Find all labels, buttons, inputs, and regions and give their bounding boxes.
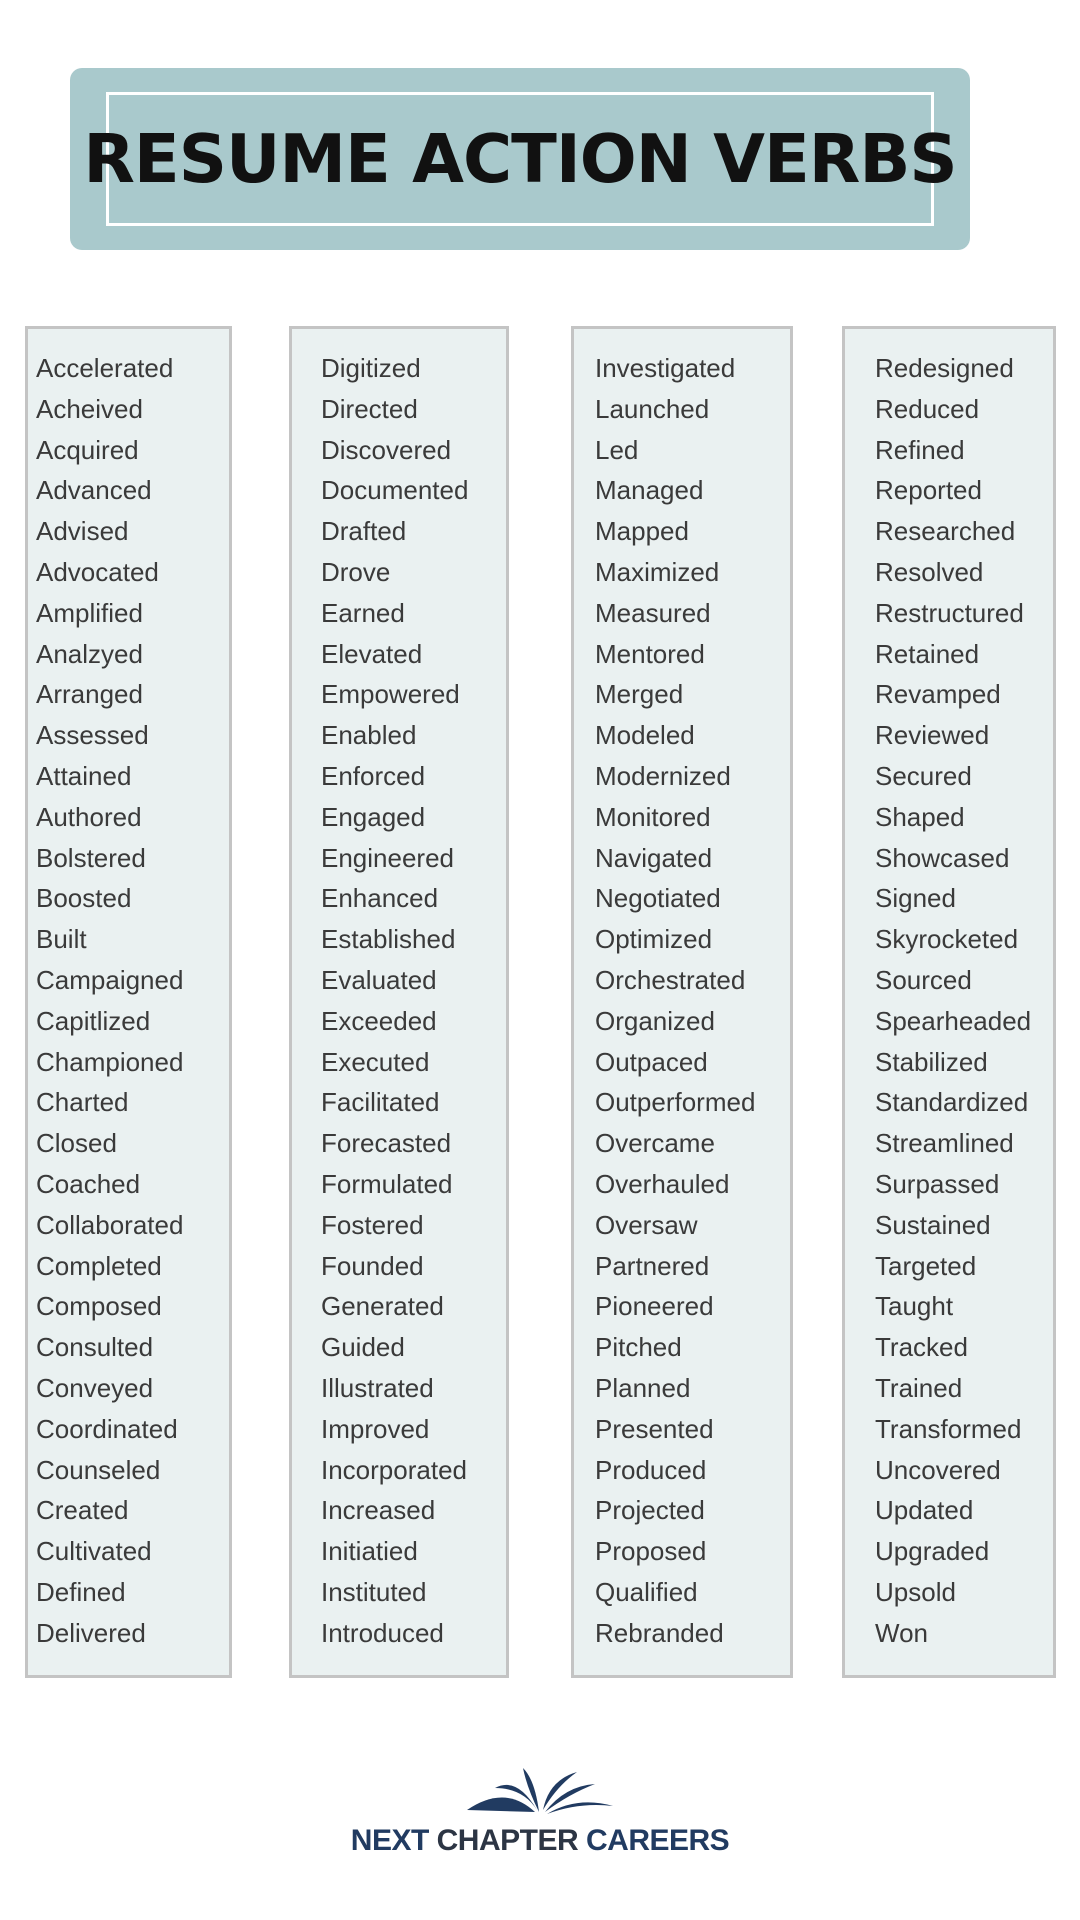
verb-item: Produced xyxy=(595,1454,707,1485)
verb-item: Uncovered xyxy=(875,1454,1001,1485)
verb-item: Measured xyxy=(595,597,711,628)
verb-item: Pioneered xyxy=(595,1291,714,1322)
verb-item: Signed xyxy=(875,883,956,914)
verb-item: Investigated xyxy=(595,353,736,383)
verb-item: Led xyxy=(595,434,639,465)
verb-item: Exceeded xyxy=(321,1005,437,1036)
verb-item: Arranged xyxy=(36,679,143,710)
verb-item: Executed xyxy=(321,1046,430,1077)
verb-item: Taught xyxy=(875,1291,954,1322)
verb-item: Enabled xyxy=(321,720,417,751)
verb-item: Cultivated xyxy=(36,1536,152,1567)
verb-item: Trained xyxy=(875,1372,963,1403)
verb-item: Formulated xyxy=(321,1168,453,1199)
verb-item: Modeled xyxy=(595,720,695,751)
verb-item: Managed xyxy=(595,475,704,506)
verb-item: Advanced xyxy=(36,475,152,506)
verb-item: Empowered xyxy=(321,679,460,710)
verb-item: Earned xyxy=(321,597,405,628)
verb-item: Generated xyxy=(321,1291,444,1322)
verb-item: Launched xyxy=(595,393,710,424)
verb-item: Closed xyxy=(36,1128,117,1159)
verb-item: Sourced xyxy=(875,964,972,995)
verb-item: Overcame xyxy=(595,1128,715,1159)
verb-item: Merged xyxy=(595,679,684,710)
verb-item: Reported xyxy=(875,475,982,506)
verb-item: Defined xyxy=(36,1576,126,1607)
verb-item: Built xyxy=(36,924,87,955)
brand-name xyxy=(351,1824,729,1858)
verb-item: Acheived xyxy=(36,393,143,424)
verb-item: Qualified xyxy=(595,1576,698,1607)
verb-item: Drove xyxy=(321,556,391,587)
verb-item: Surpassed xyxy=(875,1168,1000,1199)
verb-item: Proposed xyxy=(595,1536,707,1567)
verb-item: Modernized xyxy=(595,760,731,791)
verb-item: Directed xyxy=(321,393,418,424)
verb-item: Optimized xyxy=(595,924,713,955)
verb-item: Boosted xyxy=(36,883,132,914)
verb-column-1 xyxy=(25,326,232,1678)
verb-column-4 xyxy=(842,326,1056,1678)
verb-item: Transformed xyxy=(875,1413,1022,1444)
brand-logo xyxy=(0,1762,1080,1858)
verb-item: Fostered xyxy=(321,1209,424,1240)
verb-item: Capitlized xyxy=(36,1005,151,1036)
verb-item: Drafted xyxy=(321,516,407,547)
verb-item: Acquired xyxy=(36,434,139,465)
verb-item: Assessed xyxy=(36,720,149,751)
open-book-icon xyxy=(465,1762,615,1818)
verb-item: Consulted xyxy=(36,1332,154,1363)
verb-item: Advocated xyxy=(36,556,159,587)
verb-item: Updated xyxy=(875,1495,974,1526)
brand-word-careers: CAREERS xyxy=(586,1824,730,1857)
verb-item: Created xyxy=(36,1495,129,1526)
verb-item: Facilitated xyxy=(321,1087,440,1118)
verb-item: Pitched xyxy=(595,1332,682,1363)
title-banner xyxy=(70,68,970,250)
brand-word-chapter: CHAPTER xyxy=(436,1824,579,1857)
verb-item: Stabilized xyxy=(875,1046,988,1077)
verb-item: Guided xyxy=(321,1332,405,1363)
verb-item: Increased xyxy=(321,1495,436,1526)
verb-item: Advised xyxy=(36,516,129,547)
verb-item: Bolstered xyxy=(36,842,146,873)
verb-item: Showcased xyxy=(875,842,1010,873)
verb-item: Discovered xyxy=(321,434,452,465)
verb-item: Oversaw xyxy=(595,1209,698,1240)
verb-item: Charted xyxy=(36,1087,129,1118)
title-banner-frame xyxy=(83,92,957,226)
verb-item: Counseled xyxy=(36,1454,161,1485)
verb-item: Mentored xyxy=(595,638,705,669)
verb-item: Delivered xyxy=(36,1617,146,1648)
verb-item: Engaged xyxy=(321,801,426,832)
verb-item: Instituted xyxy=(321,1576,427,1607)
verb-item: Planned xyxy=(595,1372,691,1403)
verb-item: Spearheaded xyxy=(875,1005,1032,1036)
verb-item: Revamped xyxy=(875,679,1001,710)
verb-item: Founded xyxy=(321,1250,424,1281)
verb-item: Digitized xyxy=(321,353,421,383)
verb-item: Initiatied xyxy=(321,1536,418,1567)
verb-item: Skyrocketed xyxy=(875,924,1019,955)
verb-item: Attained xyxy=(36,760,132,791)
verb-item: Secured xyxy=(875,760,972,791)
verb-item: Shaped xyxy=(875,801,965,832)
page-title: RESUME ACTION VERBS xyxy=(83,120,957,198)
verb-item: Orchestrated xyxy=(595,964,746,995)
verb-item: Documented xyxy=(321,475,469,506)
verb-item: Enhanced xyxy=(321,883,439,914)
verb-item: Partnered xyxy=(595,1250,710,1281)
verb-item: Mapped xyxy=(595,516,689,547)
verb-item: Won xyxy=(875,1617,928,1648)
verb-item: Outperformed xyxy=(595,1087,756,1118)
verb-item: Overhauled xyxy=(595,1168,730,1199)
verb-item: Monitored xyxy=(595,801,711,832)
verb-item: Upsold xyxy=(875,1576,956,1607)
verb-item: Improved xyxy=(321,1413,430,1444)
verb-item: Redesigned xyxy=(875,353,1014,383)
verb-item: Tracked xyxy=(875,1332,968,1363)
verb-item: Sustained xyxy=(875,1209,991,1240)
verb-item: Conveyed xyxy=(36,1372,154,1403)
verb-item: Forecasted xyxy=(321,1128,452,1159)
verb-item: Streamlined xyxy=(875,1128,1014,1159)
verb-item: Accelerated xyxy=(36,353,174,383)
verb-item: Presented xyxy=(595,1413,714,1444)
verb-item: Retained xyxy=(875,638,980,669)
verb-item: Projected xyxy=(595,1495,705,1526)
verb-item: Organized xyxy=(595,1005,715,1036)
verb-item: Illustrated xyxy=(321,1372,434,1403)
verb-item: Refined xyxy=(875,434,965,465)
verb-item: Composed xyxy=(36,1291,162,1322)
verb-item: Engineered xyxy=(321,842,454,873)
verb-item: Evaluated xyxy=(321,964,437,995)
verb-item: Introduced xyxy=(321,1617,444,1648)
verb-item: Championed xyxy=(36,1046,184,1077)
verb-item: Outpaced xyxy=(595,1046,708,1077)
verb-item: Analzyed xyxy=(36,638,143,669)
verb-item: Resolved xyxy=(875,556,984,587)
verb-item: Standardized xyxy=(875,1087,1029,1118)
verb-item: Reviewed xyxy=(875,720,990,751)
verb-item: Upgraded xyxy=(875,1536,990,1567)
verb-item: Incorporated xyxy=(321,1454,467,1485)
verb-item: Established xyxy=(321,924,456,955)
verb-item: Negotiated xyxy=(595,883,721,914)
verb-item: Completed xyxy=(36,1250,162,1281)
verb-item: Reduced xyxy=(875,393,980,424)
verb-item: Restructured xyxy=(875,597,1024,628)
verb-item: Coordinated xyxy=(36,1413,178,1444)
verb-item: Amplified xyxy=(36,597,143,628)
verb-item: Authored xyxy=(36,801,142,832)
verb-item: Enforced xyxy=(321,760,426,791)
verb-item: Campaigned xyxy=(36,964,184,995)
verb-item: Researched xyxy=(875,516,1016,547)
verb-item: Navigated xyxy=(595,842,713,873)
verb-item: Elevated xyxy=(321,638,423,669)
verb-column-3 xyxy=(571,326,793,1678)
verb-item: Maximized xyxy=(595,556,720,587)
verb-item: Targeted xyxy=(875,1250,977,1281)
verb-item: Rebranded xyxy=(595,1617,724,1648)
verb-column-2 xyxy=(289,326,509,1678)
verb-item: Coached xyxy=(36,1168,141,1199)
brand-word-next: NEXT xyxy=(350,1824,429,1857)
verb-item: Collaborated xyxy=(36,1209,184,1240)
